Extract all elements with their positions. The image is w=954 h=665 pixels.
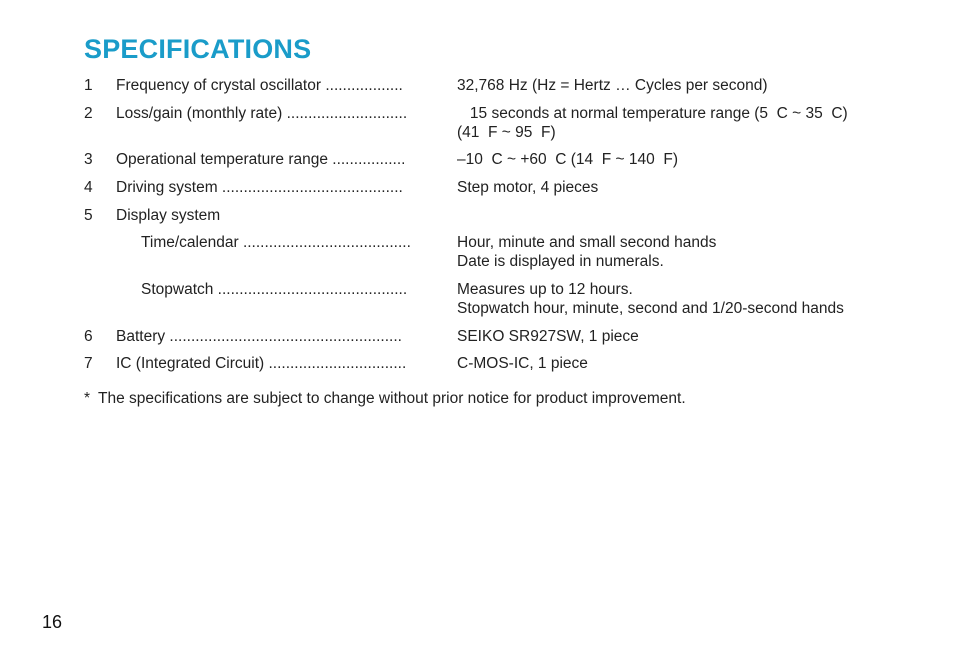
spec-value-line: 15 seconds at normal temperature range (5 C ~ 35 C) <box>457 105 848 122</box>
spec-value <box>457 280 844 318</box>
spec-value <box>457 178 598 197</box>
spec-value-line: –10 C ~ +60 C (14 F ~ 140 F) <box>457 151 678 168</box>
spec-number: 7 <box>84 355 93 372</box>
spec-value <box>457 150 678 169</box>
spec-label: IC (Integrated Circuit) ................................ <box>116 355 407 372</box>
spec-number: 5 <box>84 207 93 224</box>
spec-number: 3 <box>84 151 93 168</box>
spec-label: Driving system .......................................... <box>116 179 403 196</box>
spec-value-line: SEIKO SR927SW, 1 piece <box>457 328 639 345</box>
spec-label: Loss/gain (monthly rate) ............................ <box>116 105 408 122</box>
spec-value-line: Measures up to 12 hours. <box>457 281 633 298</box>
spec-number: 4 <box>84 179 93 196</box>
footnote-text: The specifications are subject to change without prior notice for product improvement. <box>98 390 686 407</box>
page-title: SPECIFICATIONS <box>84 34 312 64</box>
footnote-asterisk: * <box>84 390 91 407</box>
spec-label: Stopwatch ............................................ <box>141 281 408 298</box>
spec-label: Time/calendar ....................................... <box>141 234 411 251</box>
spec-value <box>457 104 848 142</box>
spec-value <box>457 354 588 373</box>
spec-number: 6 <box>84 328 93 345</box>
spec-label: Operational temperature range ................. <box>116 151 406 168</box>
spec-number: 1 <box>84 77 93 94</box>
spec-value-line: Stopwatch hour, minute, second and 1/20-second hands <box>457 300 844 317</box>
spec-value-line: C-MOS-IC, 1 piece <box>457 355 588 372</box>
spec-value <box>457 76 768 95</box>
spec-value-line: Date is displayed in numerals. <box>457 253 664 270</box>
spec-value-line: Step motor, 4 pieces <box>457 179 599 196</box>
spec-label: Frequency of crystal oscillator .................. <box>116 77 403 94</box>
spec-value <box>457 327 639 346</box>
spec-value-line: (41 F ~ 95 F) <box>457 124 556 141</box>
page-number: 16 <box>42 612 63 632</box>
spec-label: Display system <box>116 207 221 224</box>
spec-number: 2 <box>84 105 93 122</box>
footnote <box>84 390 686 408</box>
spec-value <box>457 233 716 271</box>
spec-value-line: Hour, minute and small second hands <box>457 234 717 251</box>
spec-value-line: 32,768 Hz (Hz = Hertz … Cycles per second) <box>457 77 768 94</box>
spec-label: Battery ...................................................... <box>116 328 402 345</box>
